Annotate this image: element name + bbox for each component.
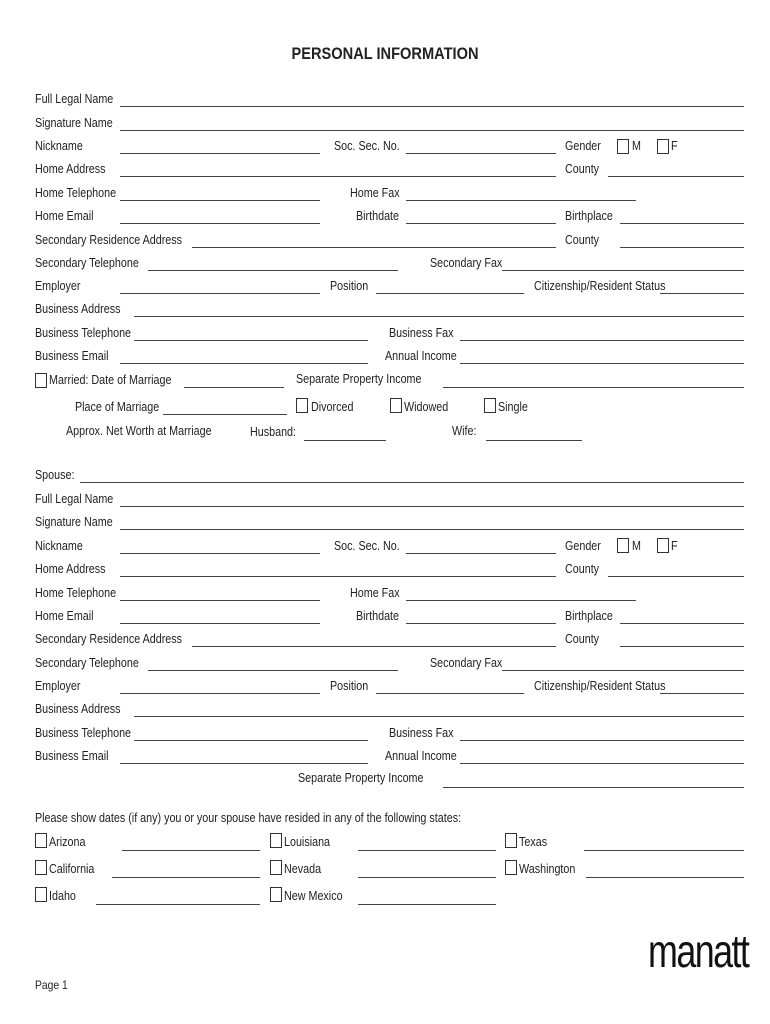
employer-label: Employer bbox=[35, 279, 81, 293]
single-checkbox[interactable] bbox=[484, 398, 496, 413]
husband-label: Husband: bbox=[250, 425, 297, 439]
texas-label: Texas bbox=[519, 835, 548, 849]
spouse-signature-name-field[interactable] bbox=[120, 529, 744, 530]
gender-f-checkbox[interactable] bbox=[657, 139, 669, 154]
spouse-home-address-label: Home Address bbox=[35, 562, 106, 576]
louisiana-checkbox[interactable] bbox=[270, 833, 282, 848]
texas-dates-field[interactable] bbox=[584, 850, 744, 851]
wife-label: Wife: bbox=[452, 424, 477, 438]
idaho-label: Idaho bbox=[49, 889, 76, 903]
married-checkbox[interactable] bbox=[35, 373, 47, 388]
employer-field[interactable] bbox=[120, 293, 320, 294]
spouse-gender-f-label: F bbox=[671, 539, 678, 553]
birthdate-field[interactable] bbox=[406, 223, 556, 224]
spouse-home-fax-field[interactable] bbox=[406, 600, 636, 601]
washington-label: Washington bbox=[519, 862, 576, 876]
gender-m-label: M bbox=[632, 139, 641, 153]
spouse-gender-f-checkbox[interactable] bbox=[657, 538, 669, 553]
spouse-separate-property-income-label: Separate Property Income bbox=[298, 771, 424, 785]
spouse-annual-income-label: Annual Income bbox=[385, 749, 457, 763]
spouse-separate-property-income-field[interactable] bbox=[443, 787, 744, 788]
birthplace-field[interactable] bbox=[620, 223, 744, 224]
spouse-business-fax-label: Business Fax bbox=[389, 726, 454, 740]
home-email-field[interactable] bbox=[120, 223, 320, 224]
divorced-checkbox[interactable] bbox=[296, 398, 308, 413]
spouse-home-telephone-label: Home Telephone bbox=[35, 586, 117, 600]
business-address-label: Business Address bbox=[35, 302, 121, 316]
annual-income-field[interactable] bbox=[460, 363, 744, 364]
business-fax-field[interactable] bbox=[460, 340, 744, 341]
california-label: California bbox=[49, 862, 95, 876]
home-fax-field[interactable] bbox=[406, 200, 636, 201]
spouse-secondary-fax-field[interactable] bbox=[502, 670, 744, 671]
nevada-checkbox[interactable] bbox=[270, 860, 282, 875]
california-checkbox[interactable] bbox=[35, 860, 47, 875]
soc-sec-field[interactable] bbox=[406, 153, 556, 154]
spouse-birthdate-field[interactable] bbox=[406, 623, 556, 624]
business-telephone-label: Business Telephone bbox=[35, 326, 132, 340]
secondary-telephone-label: Secondary Telephone bbox=[35, 256, 139, 270]
home-address-field[interactable] bbox=[120, 176, 556, 177]
position-field[interactable] bbox=[376, 293, 524, 294]
spouse-gender-m-label: M bbox=[632, 539, 641, 553]
spouse-soc-sec-label: Soc. Sec. No. bbox=[334, 539, 400, 553]
spouse-annual-income-field[interactable] bbox=[460, 763, 744, 764]
business-telephone-field[interactable] bbox=[134, 340, 368, 341]
divorced-label: Divorced bbox=[311, 400, 354, 414]
spouse-business-fax-field[interactable] bbox=[460, 740, 744, 741]
states-prompt: Please show dates (if any) you or your spouse have resided in any of the following states: bbox=[35, 811, 462, 825]
manatt-logo: manatt bbox=[648, 925, 749, 977]
married-label: Married: Date of Marriage bbox=[49, 373, 172, 387]
nickname-label: Nickname bbox=[35, 139, 83, 153]
idaho-dates-field[interactable] bbox=[96, 904, 260, 905]
louisiana-label: Louisiana bbox=[284, 835, 331, 849]
spouse-position-field[interactable] bbox=[376, 693, 524, 694]
new-mexico-checkbox[interactable] bbox=[270, 887, 282, 902]
spouse-secondary-telephone-label: Secondary Telephone bbox=[35, 656, 139, 670]
single-label: Single bbox=[498, 400, 528, 414]
home-email-label: Home Email bbox=[35, 209, 94, 223]
full-legal-name-field[interactable] bbox=[120, 106, 744, 107]
county-field[interactable] bbox=[608, 176, 744, 177]
california-dates-field[interactable] bbox=[112, 877, 260, 878]
business-email-field[interactable] bbox=[120, 363, 368, 364]
spouse-home-email-field[interactable] bbox=[120, 623, 320, 624]
soc-sec-label: Soc. Sec. No. bbox=[334, 139, 400, 153]
home-telephone-label: Home Telephone bbox=[35, 186, 117, 200]
spouse-business-address-label: Business Address bbox=[35, 702, 121, 716]
spouse-employer-field[interactable] bbox=[120, 693, 320, 694]
home-fax-label: Home Fax bbox=[350, 186, 400, 200]
idaho-checkbox[interactable] bbox=[35, 887, 47, 902]
business-email-label: Business Email bbox=[35, 349, 109, 363]
texas-checkbox[interactable] bbox=[505, 833, 517, 848]
widowed-label: Widowed bbox=[404, 400, 449, 414]
birthplace-label: Birthplace bbox=[565, 209, 613, 223]
date-of-marriage-field[interactable] bbox=[184, 387, 284, 388]
spouse-gender-m-checkbox[interactable] bbox=[617, 538, 629, 553]
county-label: County bbox=[565, 162, 600, 176]
signature-name-field[interactable] bbox=[120, 130, 744, 131]
new-mexico-label: New Mexico bbox=[284, 889, 343, 903]
spouse-business-email-field[interactable] bbox=[120, 763, 368, 764]
spouse-citizenship-field[interactable] bbox=[660, 693, 744, 694]
spouse-business-address-field[interactable] bbox=[134, 716, 744, 717]
citizenship-label: Citizenship/Resident Status bbox=[534, 279, 666, 293]
spouse-home-email-label: Home Email bbox=[35, 609, 94, 623]
spouse-nickname-label: Nickname bbox=[35, 539, 83, 553]
spouse-home-telephone-field[interactable] bbox=[120, 600, 320, 601]
spouse-gender-label: Gender bbox=[565, 539, 601, 553]
business-address-field[interactable] bbox=[134, 316, 744, 317]
full-legal-name-label: Full Legal Name bbox=[35, 92, 114, 106]
spouse-county-2-label: County bbox=[565, 632, 600, 646]
secondary-fax-label: Secondary Fax bbox=[430, 256, 503, 270]
annual-income-label: Annual Income bbox=[385, 349, 457, 363]
page-title: PERSONAL INFORMATION bbox=[291, 44, 479, 63]
spouse-birthplace-label: Birthplace bbox=[565, 609, 613, 623]
spouse-header-line bbox=[80, 482, 744, 483]
separate-property-income-field[interactable] bbox=[443, 387, 744, 388]
spouse-business-email-label: Business Email bbox=[35, 749, 109, 763]
spouse-heading: Spouse: bbox=[35, 468, 75, 482]
spouse-business-telephone-field[interactable] bbox=[134, 740, 368, 741]
spouse-home-fax-label: Home Fax bbox=[350, 586, 400, 600]
spouse-birthdate-label: Birthdate bbox=[356, 609, 400, 623]
spouse-employer-label: Employer bbox=[35, 679, 81, 693]
nevada-dates-field[interactable] bbox=[358, 877, 496, 878]
county-2-field[interactable] bbox=[620, 247, 744, 248]
spouse-nickname-field[interactable] bbox=[120, 553, 320, 554]
citizenship-field[interactable] bbox=[660, 293, 744, 294]
home-telephone-field[interactable] bbox=[120, 200, 320, 201]
husband-net-worth-field[interactable] bbox=[304, 440, 386, 441]
spouse-signature-name-label: Signature Name bbox=[35, 515, 113, 529]
secondary-residence-label: Secondary Residence Address bbox=[35, 233, 183, 247]
gender-f-label: F bbox=[671, 139, 678, 153]
separate-property-income-label: Separate Property Income bbox=[296, 372, 422, 386]
spouse-full-legal-name-field[interactable] bbox=[120, 506, 744, 507]
gender-m-checkbox[interactable] bbox=[617, 139, 629, 154]
spouse-position-label: Position bbox=[330, 679, 369, 693]
spouse-secondary-fax-label: Secondary Fax bbox=[430, 656, 503, 670]
secondary-telephone-field[interactable] bbox=[148, 270, 398, 271]
spouse-county-label: County bbox=[565, 562, 600, 576]
arizona-dates-field[interactable] bbox=[122, 850, 260, 851]
wife-net-worth-field[interactable] bbox=[486, 440, 582, 441]
secondary-residence-field[interactable] bbox=[192, 247, 556, 248]
spouse-county-field[interactable] bbox=[608, 576, 744, 577]
place-of-marriage-field[interactable] bbox=[163, 414, 287, 415]
arizona-checkbox[interactable] bbox=[35, 833, 47, 848]
spouse-home-address-field[interactable] bbox=[120, 576, 556, 577]
home-address-label: Home Address bbox=[35, 162, 106, 176]
spouse-birthplace-field[interactable] bbox=[620, 623, 744, 624]
signature-name-label: Signature Name bbox=[35, 116, 113, 130]
spouse-citizenship-label: Citizenship/Resident Status bbox=[534, 679, 666, 693]
secondary-fax-field[interactable] bbox=[502, 270, 744, 271]
county-2-label: County bbox=[565, 233, 600, 247]
spouse-secondary-residence-field[interactable] bbox=[192, 646, 556, 647]
new-mexico-dates-field[interactable] bbox=[358, 904, 496, 905]
widowed-checkbox[interactable] bbox=[390, 398, 402, 413]
position-label: Position bbox=[330, 279, 369, 293]
spouse-county-2-field[interactable] bbox=[620, 646, 744, 647]
spouse-business-telephone-label: Business Telephone bbox=[35, 726, 132, 740]
nickname-field[interactable] bbox=[120, 153, 320, 154]
spouse-secondary-residence-label: Secondary Residence Address bbox=[35, 632, 183, 646]
nevada-label: Nevada bbox=[284, 862, 322, 876]
spouse-secondary-telephone-field[interactable] bbox=[148, 670, 398, 671]
place-of-marriage-label: Place of Marriage bbox=[75, 400, 160, 414]
spouse-soc-sec-field[interactable] bbox=[406, 553, 556, 554]
page-number: Page 1 bbox=[35, 978, 68, 992]
louisiana-dates-field[interactable] bbox=[358, 850, 496, 851]
birthdate-label: Birthdate bbox=[356, 209, 400, 223]
washington-checkbox[interactable] bbox=[505, 860, 517, 875]
net-worth-label: Approx. Net Worth at Marriage bbox=[66, 424, 212, 438]
gender-label: Gender bbox=[565, 139, 601, 153]
spouse-full-legal-name-label: Full Legal Name bbox=[35, 492, 114, 506]
washington-dates-field[interactable] bbox=[586, 877, 744, 878]
arizona-label: Arizona bbox=[49, 835, 86, 849]
business-fax-label: Business Fax bbox=[389, 326, 454, 340]
